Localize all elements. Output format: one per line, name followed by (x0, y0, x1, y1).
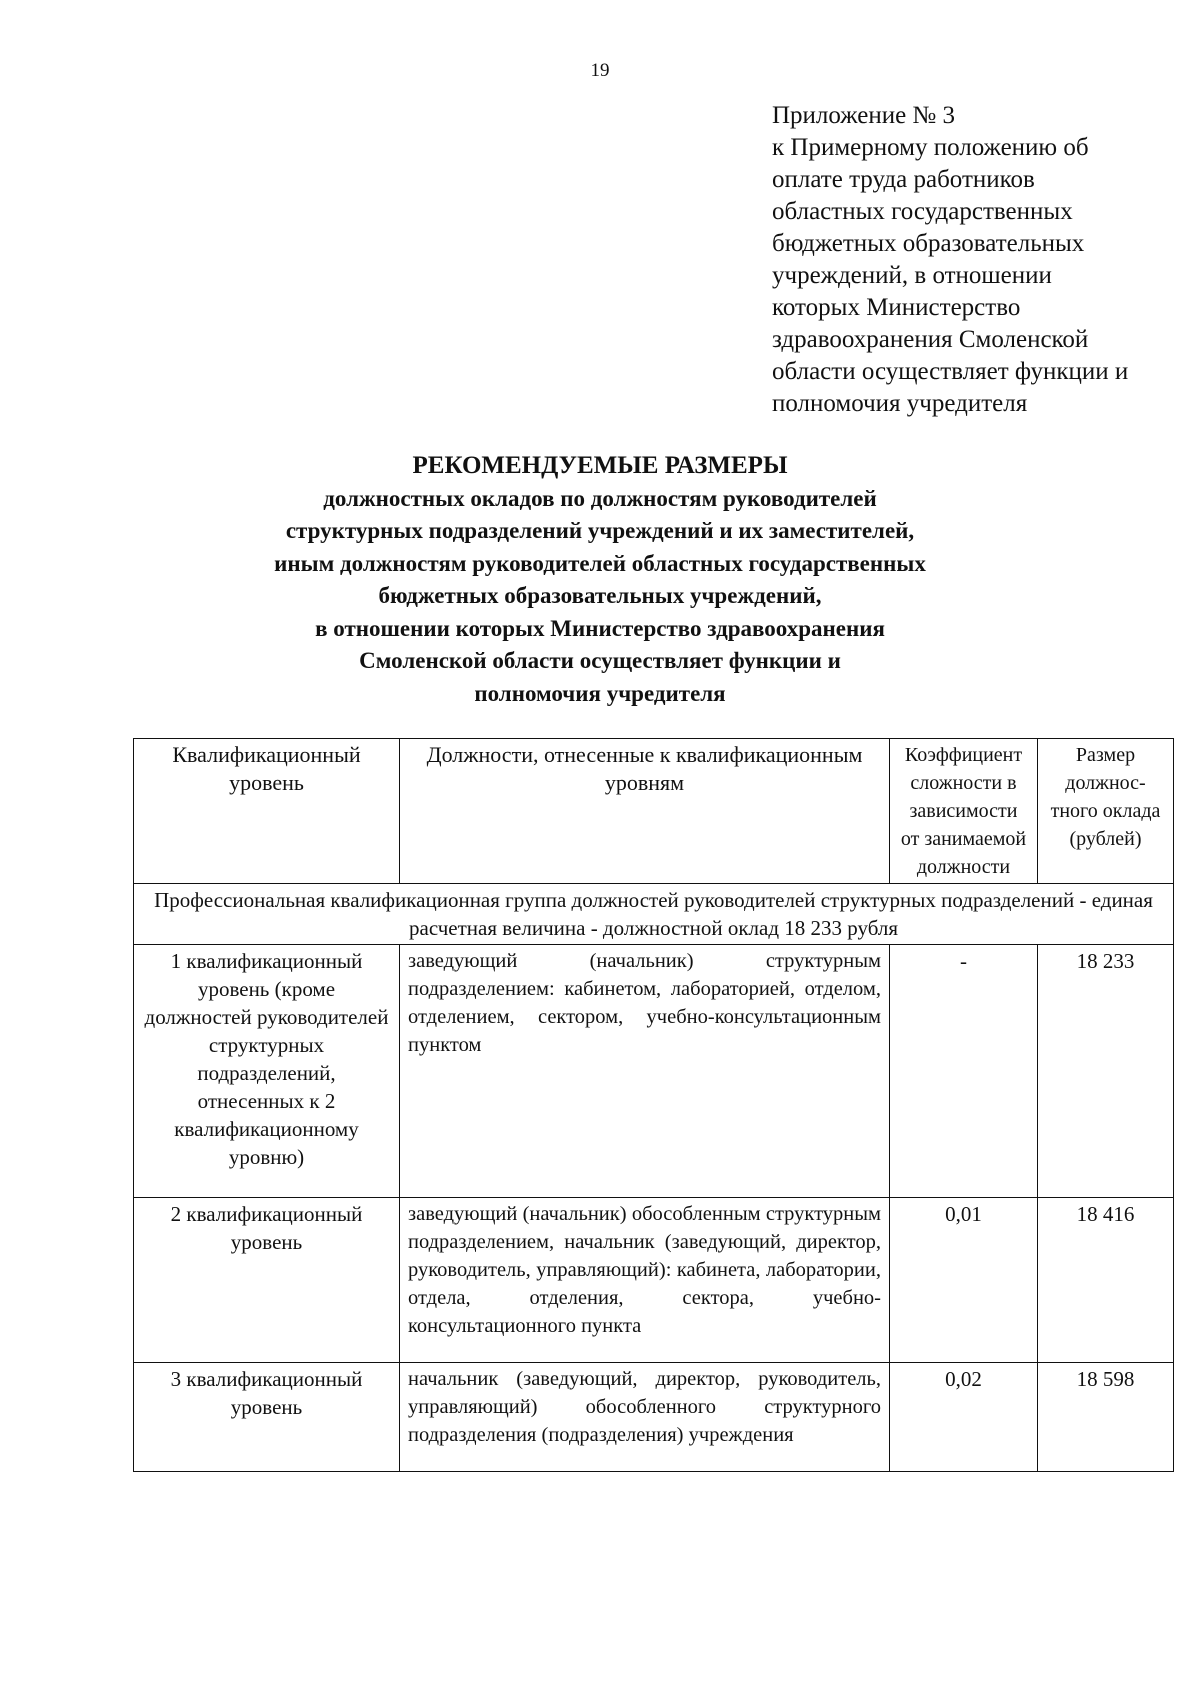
table-row (134, 1363, 1174, 1472)
appendix-note (772, 100, 1192, 420)
appendix-line: области осуществляет функции и (772, 358, 1129, 385)
cell-salary: 18 416 (1038, 1198, 1174, 1363)
cell-salary: 18 233 (1038, 945, 1174, 1198)
header-salary: Размер должнос-тного оклада (рублей) (1038, 739, 1174, 884)
header-level: Квалификационный уровень (134, 739, 400, 884)
header-coefficient: Коэффициент сложности в зависимости от занимаемой должности (890, 739, 1038, 884)
salary-table (133, 738, 1174, 1472)
appendix-line: оплате труда работников (772, 166, 1035, 193)
cell-level: 2 квалификационный уровень (134, 1198, 400, 1363)
appendix-line: к Примерному положению об (772, 134, 1089, 161)
appendix-line: областных государственных (772, 198, 1073, 225)
heading-line: Смоленской области осуществляет функции и (359, 648, 841, 673)
page-number: 19 (590, 60, 610, 81)
heading-line: в отношении которых Министерство здравоохранения (315, 615, 885, 641)
appendix-line: здравоохранения Смоленской (772, 326, 1089, 353)
cell-salary: 18 598 (1038, 1363, 1174, 1472)
heading-line: должностных окладов по должностям руководителей (323, 485, 877, 511)
appendix-line: бюджетных образовательных (772, 230, 1085, 257)
appendix-line: Приложение № 3 (772, 102, 956, 129)
heading-line: бюджетных образовательных учреждений, (378, 583, 822, 608)
cell-coefficient: 0,01 (890, 1198, 1038, 1363)
header-positions: Должности, отнесенные к квалификационным уровням (400, 739, 890, 884)
heading-line: полномочия учредителя (474, 680, 726, 706)
appendix-line: учреждений, в отношении (772, 262, 1052, 289)
cell-positions: заведующий (начальник) структурным подразделением: кабинетом, лабораторией, отделом, отделением, сектором, учебно-консультационным пунктом (400, 945, 890, 1198)
heading-line: иным должностям руководителей областных государственных (274, 550, 926, 576)
cell-coefficient: 0,02 (890, 1363, 1038, 1472)
group-row (134, 884, 1174, 945)
cell-positions: начальник (заведующий, директор, руководитель, управляющий) обособленного структурного подразделения (подразделения) учреждения (400, 1363, 890, 1472)
table-row (134, 1198, 1174, 1363)
cell-level: 1 квалификационный уровень (кроме должностей руководителей структурных подразделений, отнесенных к 2 квалификационному уровню) (134, 945, 400, 1198)
appendix-line: которых Министерство (772, 294, 1021, 321)
document-title: РЕКОМЕНДУЕМЫЕ РАЗМЕРЫ (412, 452, 788, 479)
cell-level: 3 квалификационный уровень (134, 1363, 400, 1472)
document-heading (100, 450, 1100, 710)
cell-coefficient: - (890, 945, 1038, 1198)
group-description: Профессиональная квалификационная группа должностей руководителей структурных подразделений - единая расчетная величина - должностной оклад 18 233 рубля (134, 884, 1174, 945)
cell-positions: заведующий (начальник) обособленным структурным подразделением, начальник (заведующий, директор, руководитель, управляющий): кабинета, лаборатории, отдела, отделения, сектора, учебно-консультационного пункта (400, 1198, 890, 1363)
heading-line: структурных подразделений учреждений и их заместителей, (285, 518, 915, 543)
table-row (134, 945, 1174, 1198)
appendix-line: полномочия учредителя (772, 390, 1028, 417)
table-header-row (134, 739, 1174, 884)
